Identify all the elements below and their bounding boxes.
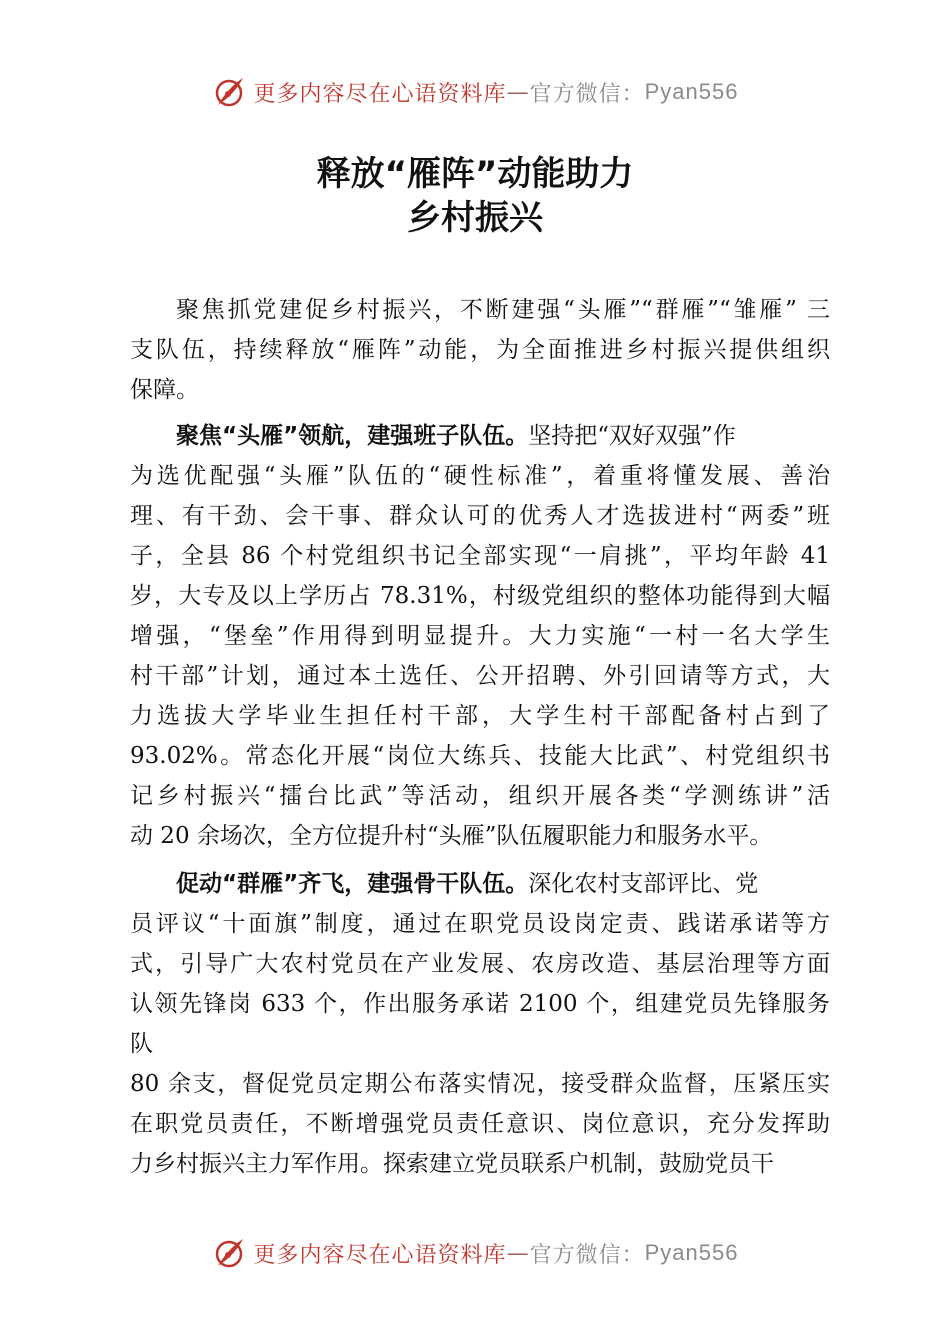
paragraph-line: 93.02%。常态化开展“岗位大练兵、技能大比武”、村党组织书 <box>130 743 830 769</box>
paragraph-line: 子，全县 86 个村党组织书记全部实现“一肩挑”，平均年龄 41 <box>130 543 830 569</box>
watermark-wechat-label: 官方微信： <box>529 1242 645 1268</box>
paragraph-line: 认领先锋岗 633 个，作出服务承诺 2100 个，组建党员先锋服务 <box>130 991 830 1017</box>
watermark-banner-bottom <box>0 1231 950 1275</box>
paragraph-first-line <box>130 864 830 904</box>
paragraph-line: 80 余支，督促党员定期公布落实情况，接受群众监督，压紧压实 <box>130 1071 830 1097</box>
watermark-dash: — <box>506 79 530 105</box>
watermark-site-text: 更多内容尽在心语资料库 <box>253 81 507 107</box>
watermark-wechat-id: Pyan556 <box>644 1240 739 1265</box>
paragraph-line: 式，引导广大农村党员在产业发展、农房改造、基层治理等方面 <box>130 951 830 977</box>
paragraph-line: 队 <box>130 1031 153 1057</box>
paragraph-first-line <box>130 416 830 456</box>
watermark-wechat-label: 官方微信： <box>529 81 645 107</box>
paragraph-line: 动 20 余场次，全方位提升村“头雁”队伍履职能力和服务水平。 <box>130 823 773 849</box>
paragraph-line: 理、有干劲、会干事、群众认可的优秀人才选拔进村“两委”班 <box>130 503 830 529</box>
paragraph-text: 深化农村支部评比、党 <box>528 871 759 897</box>
title-line-1: 释放“雁阵”动能助力 <box>316 154 634 194</box>
paragraph-line: 在职党员责任，不断增强党员责任意识、岗位意识，充分发挥助 <box>130 1111 830 1137</box>
paragraph-line: 支队伍，持续释放“雁阵”动能，为全面推进乡村振兴提供组织 <box>130 337 830 363</box>
quill-logo-icon <box>212 1236 246 1270</box>
paragraph-line: 员评议“十面旗”制度，通过在职党员设岗定责、践诺承诺等方 <box>130 911 830 937</box>
paragraph-leading-geese <box>130 416 830 856</box>
watermark-banner-top <box>0 70 950 114</box>
quill-logo-icon <box>212 75 246 109</box>
watermark-wechat-id: Pyan556 <box>644 79 739 104</box>
paragraph-line: 聚焦抓党建促乡村振兴，不断建强“头雁”“群雁”“雏雁” 三 <box>176 297 830 323</box>
paragraph-text: 坚持把“双好双强”作 <box>528 423 736 449</box>
document-title <box>0 152 950 240</box>
section-heading: 促动“群雁”齐飞，建强骨干队伍。 <box>176 871 529 897</box>
watermark-site-text: 更多内容尽在心语资料库 <box>253 1242 507 1268</box>
watermark-dash: — <box>506 1240 530 1266</box>
paragraph-line: 增强，“堡垒”作用得到明显提升。大力实施“一村一名大学生 <box>130 623 830 649</box>
paragraph-line: 村干部”计划，通过本土选任、公开招聘、外引回请等方式，大 <box>130 663 830 689</box>
paragraph-line: 保障。 <box>130 377 199 403</box>
paragraph-line: 岁，大专及以上学历占 78.31%，村级党组织的整体功能得到大幅 <box>130 583 830 609</box>
paragraph-flock-geese <box>130 864 830 1184</box>
paragraph-intro <box>130 290 830 410</box>
paragraph-line: 力选拔大学毕业生担任村干部，大学生村干部配备村占到了 <box>130 703 830 729</box>
title-line-2: 乡村振兴 <box>407 198 543 238</box>
paragraph-line: 记乡村振兴“擂台比武”等活动，组织开展各类“学测练讲”活 <box>130 783 830 809</box>
paragraph-line: 为选优配强“头雁”队伍的“硬性标准”，着重将懂发展、善治 <box>130 463 830 489</box>
paragraph-line: 力乡村振兴主力军作用。探索建立党员联系户机制，鼓励党员干 <box>130 1151 774 1177</box>
section-heading: 聚焦“头雁”领航，建强班子队伍。 <box>176 423 529 449</box>
